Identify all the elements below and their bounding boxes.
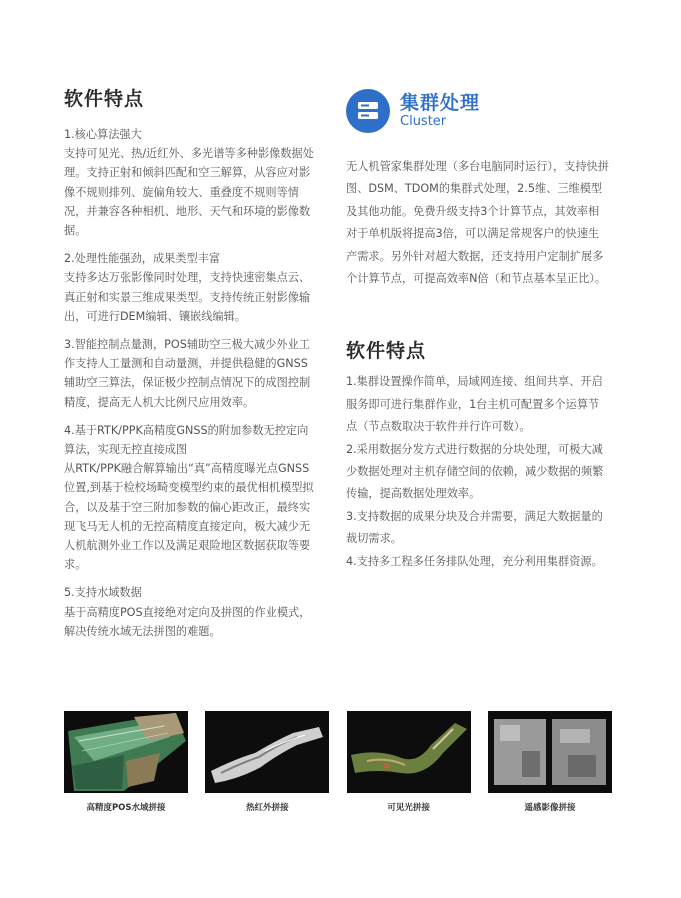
- feature-title: 1.核心算法强大: [64, 128, 142, 141]
- cluster-header: [346, 86, 610, 136]
- feature-item: [64, 125, 318, 240]
- gallery-caption: 可见光拼接: [387, 803, 430, 813]
- feature-title: 5.支持水域数据: [64, 586, 142, 600]
- feature-item: [64, 335, 318, 412]
- remote-sensing-mosaic-image: [488, 711, 612, 793]
- image-gallery: [64, 711, 612, 813]
- left-section-title: 软件特点: [64, 88, 145, 110]
- list-item: 2.采用数据分发方式进行数据的分块处理，可极大减少数据处理对主机存储空间的依赖，减少数据的频繁传输，提高数据处理效率。: [346, 442, 604, 501]
- gallery-item: [205, 711, 329, 813]
- feature-item: [64, 249, 318, 326]
- gallery-item: [64, 711, 188, 813]
- water-mosaic-image: [64, 711, 188, 793]
- feature-body: 支持可见光、热/近红外、多光谱等多种影像数据处理。支持正射和倾斜匹配和空三解算，从容应对影像不规则排列、旋偏角较大、重叠度不规则等情况，并兼容各种相机、地形、天气和环境的影像数据。: [64, 147, 314, 238]
- gallery-item: [488, 711, 612, 813]
- feature-body: 基于高精度POS直接绝对定向及拼图的作业模式，解决传统水域无法拼图的难题。: [64, 605, 311, 638]
- cluster-title-group: [400, 92, 480, 130]
- feature-item: [64, 583, 318, 641]
- visible-light-mosaic-image: [347, 711, 471, 793]
- list-item: 1.集群设置操作简单，局域网连接、组间共享、开启服务即可进行集群作业，1台主机可配置多个运算节点（节点数取决于软件并行许可数）。: [346, 375, 603, 434]
- feature-body: 从RTK/PPK融合解算输出“真”高精度曝光点GNSS位置,到基于检校场畸变模型约束的最优相机模型拟合，以及基于空三附加参数的偏心距改正，最终实现飞马无人机的无控高精度直接定向，极大减少无人机航测外业工作以及满足艰险地区数据获取等要求。: [64, 462, 314, 572]
- gallery-caption: 遥感影像拼接: [524, 803, 576, 813]
- server-stack-icon: [346, 89, 390, 133]
- list-item: 3.支持数据的成果分块及合并需要，满足大数据量的裁切需求。: [346, 509, 603, 546]
- cluster-intro: 无人机管家集群处理（多台电脑同时运行），支持快拼图、DSM、TDOM的集群式处理，2.5维、三维模型及其他功能。免费升级支持3个计算节点，其效率相对于单机版将提高3倍，可以满足常规客户的快速生产需求。另外针对超大数据，还支持用户定制扩展多个计算节点，可提高效率N倍（和节点基本呈正比）。: [346, 160, 609, 286]
- gallery-caption: 高精度POS水域拼接: [86, 803, 166, 813]
- list-item: 4.支持多工程多任务排队处理，充分利用集群资源。: [346, 554, 603, 568]
- feature-item: [64, 421, 318, 575]
- feature-body: 支持多达万张影像同时处理，支持快速密集点云、真正射和实景三维成果类型。支持传统正射影像输出，可进行DEM编辑、镶嵌线编辑。: [64, 271, 311, 323]
- left-column: [64, 84, 318, 650]
- thermal-mosaic-image: [205, 711, 329, 793]
- cluster-subtitle: Cluster: [400, 114, 447, 129]
- feature-body: 3.智能控制点量测，POS辅助空三极大减少外业工作支持人工量测和自动量测，并提供稳健的GNSS辅助空三算法，保证极少控制点情况下的成图控制精度，提高无人机大比例尺应用效率。: [64, 338, 311, 409]
- feature-title: 4.基于RTK/PPK高精度GNSS的附加参数无控定向算法，实现无控直接成图: [64, 423, 309, 457]
- gallery-caption: 热红外拼接: [246, 803, 289, 813]
- cluster-feature-list: [346, 371, 610, 573]
- right-column: [346, 84, 610, 573]
- feature-title: 2.处理性能强劲，成果类型丰富: [64, 252, 221, 266]
- cluster-title: 集群处理: [400, 92, 481, 114]
- gallery-item: [347, 711, 471, 813]
- right-section-title: 软件特点: [346, 340, 427, 363]
